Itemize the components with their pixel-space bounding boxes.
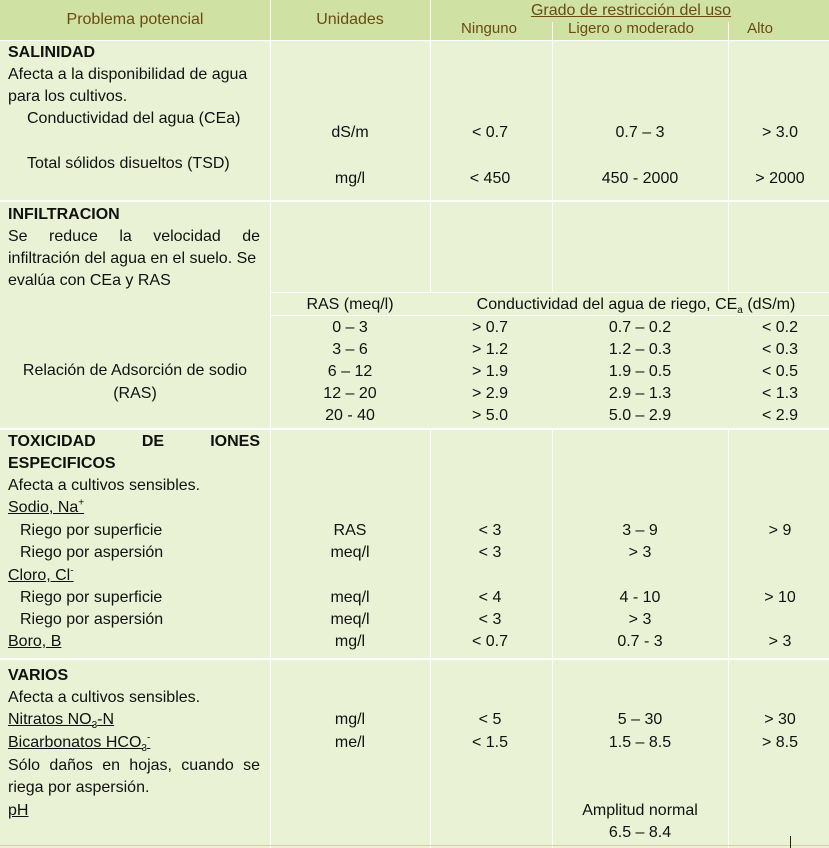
ras-moderate: 1.9 – 0.5 bbox=[608, 363, 672, 380]
infiltration-desc-line2: infiltración del agua en el suelo. Se bbox=[8, 250, 257, 267]
nitrates-label: Nitratos $NO_3-N$ bbox=[8, 711, 115, 732]
ras-none: > 2.9 bbox=[471, 385, 509, 402]
toxicity-none: < 0.7 bbox=[471, 633, 509, 650]
toxicity-unit: meq/l bbox=[330, 544, 370, 561]
ras-high: < 0.3 bbox=[761, 341, 799, 358]
toxicity-moderate: > 3 bbox=[628, 544, 652, 561]
header-units: Unidades bbox=[316, 11, 384, 28]
nitrates-unit: mg/l bbox=[334, 711, 366, 728]
header-none: Ninguno bbox=[461, 20, 517, 37]
infiltration-desc-line3: evalúa con CEa y RAS bbox=[8, 272, 171, 289]
header-degree: Grado de restricción del uso bbox=[530, 2, 732, 19]
toxicity-high: > 10 bbox=[764, 589, 796, 606]
cea-none: < 0.7 bbox=[471, 124, 509, 141]
ph-range: 6.5 – 8.4 bbox=[608, 824, 672, 841]
infiltration-desc-line1: Se reduce la velocidad de bbox=[8, 228, 260, 245]
cea-high: > 3.0 bbox=[761, 124, 799, 141]
salinity-desc-line1: Afecta a la disponibilidad de agua bbox=[8, 66, 248, 83]
ras-high: < 0.5 bbox=[761, 363, 799, 380]
toxicity-none: < 4 bbox=[478, 589, 502, 606]
ras-range: 12 – 20 bbox=[323, 385, 377, 402]
header-high: Alto bbox=[747, 20, 773, 37]
tsd-moderate: 450 - 2000 bbox=[601, 170, 679, 187]
toxicity-none: < 3 bbox=[478, 611, 502, 628]
toxicity-moderate: > 3 bbox=[628, 611, 652, 628]
header-problem: Problema potencial bbox=[66, 11, 204, 28]
ras-none: > 0.7 bbox=[471, 319, 509, 336]
ras-none: > 1.2 bbox=[471, 341, 509, 358]
cea-moderate: 0.7 – 3 bbox=[615, 124, 665, 141]
ras-range: 0 – 3 bbox=[332, 319, 368, 336]
toxicity-unit: RAS bbox=[333, 522, 367, 539]
misc-note-line2: riega por aspersión. bbox=[8, 779, 150, 796]
cea-label: Conductividad del agua (CEa) bbox=[27, 110, 241, 127]
infiltration-title: INFILTRACION bbox=[8, 206, 120, 223]
toxicity-high: > 9 bbox=[768, 522, 792, 539]
toxicity-desc: Afecta a cultivos sensibles. bbox=[8, 477, 201, 494]
toxicity-moderate: 0.7 - 3 bbox=[617, 633, 663, 650]
ras-column-header: RAS (meq/l) bbox=[306, 296, 394, 313]
tsd-high: > 2000 bbox=[755, 170, 805, 187]
bicarbonates-none: < 1.5 bbox=[471, 734, 509, 751]
ras-none: > 1.9 bbox=[471, 363, 509, 380]
bicarbonates-high: > 8.5 bbox=[761, 734, 799, 751]
irrigation-method: Riego por superficie bbox=[20, 589, 163, 606]
sodium-heading: Sodio, Na+ bbox=[8, 497, 85, 516]
ras-range: 20 - 40 bbox=[325, 407, 375, 424]
irrigation-method: Riego por aspersión bbox=[20, 544, 164, 561]
salinity-desc-line2: para los cultivos. bbox=[8, 88, 128, 105]
boron-heading: Boro, B bbox=[8, 633, 62, 650]
toxicity-none: < 3 bbox=[478, 522, 502, 539]
toxicity-moderate: 4 - 10 bbox=[619, 589, 661, 606]
bicarbonates-label: Bicarbonatos $HCO_3^-$ bbox=[8, 732, 151, 755]
bicarbonates-unit: me/l bbox=[334, 734, 366, 751]
chlorine-heading: Cloro, Cl- bbox=[8, 565, 74, 584]
toxicity-moderate: 3 – 9 bbox=[622, 522, 658, 539]
bicarbonates-moderate: 1.5 – 8.5 bbox=[608, 734, 672, 751]
ras-none: > 5.0 bbox=[471, 407, 509, 424]
tsd-none: < 450 bbox=[469, 170, 511, 187]
misc-note-line1: Sólo daños en hojas, cuando se bbox=[8, 757, 260, 774]
toxicity-high: > 3 bbox=[768, 633, 792, 650]
tsd-unit: mg/l bbox=[334, 170, 366, 187]
ras-high: < 0.2 bbox=[761, 319, 799, 336]
ph-range-label: Amplitud normal bbox=[582, 802, 698, 819]
ras-moderate: 0.7 – 0.2 bbox=[608, 319, 672, 336]
header-moderate: Ligero o moderado bbox=[568, 20, 694, 37]
ras-range: 3 – 6 bbox=[332, 341, 368, 358]
irrigation-method: Riego por superficie bbox=[20, 522, 163, 539]
ras-high: < 1.3 bbox=[761, 385, 799, 402]
cea-unit: dS/m bbox=[331, 124, 369, 141]
nitrates-none: < 5 bbox=[478, 711, 502, 728]
toxicity-unit: meq/l bbox=[330, 589, 370, 606]
toxicity-unit: meq/l bbox=[330, 611, 370, 628]
nitrates-high: > 30 bbox=[764, 711, 796, 728]
ras-label-line2: (RAS) bbox=[113, 385, 157, 402]
toxicity-none: < 3 bbox=[478, 544, 502, 561]
ph-label: pH bbox=[8, 802, 29, 819]
ras-moderate: 1.2 – 0.3 bbox=[608, 341, 672, 358]
tsd-label: Total sólidos disueltos (TSD) bbox=[27, 155, 230, 172]
toxicity-unit: mg/l bbox=[334, 633, 366, 650]
salinity-title: SALINIDAD bbox=[8, 44, 96, 61]
toxicity-title-line2: ESPECIFICOS bbox=[8, 455, 116, 472]
ras-range: 6 – 12 bbox=[327, 363, 373, 380]
misc-desc: Afecta a cultivos sensibles. bbox=[8, 689, 201, 706]
ras-moderate: 2.9 – 1.3 bbox=[608, 385, 672, 402]
misc-title: VARIOS bbox=[8, 667, 69, 684]
ras-high: < 2.9 bbox=[761, 407, 799, 424]
nitrates-moderate: 5 – 30 bbox=[617, 711, 663, 728]
ras-label-line1: Relación de Adsorción de sodio bbox=[22, 362, 248, 379]
irrigation-method: Riego por aspersión bbox=[20, 611, 164, 628]
toxicity-title-line1: TOXICIDAD DE IONES bbox=[8, 433, 260, 450]
ras-moderate: 5.0 – 2.9 bbox=[608, 407, 672, 424]
conductivity-column-header: Conductividad del agua de riego, $CE_a$ (dS/m) bbox=[476, 296, 796, 317]
